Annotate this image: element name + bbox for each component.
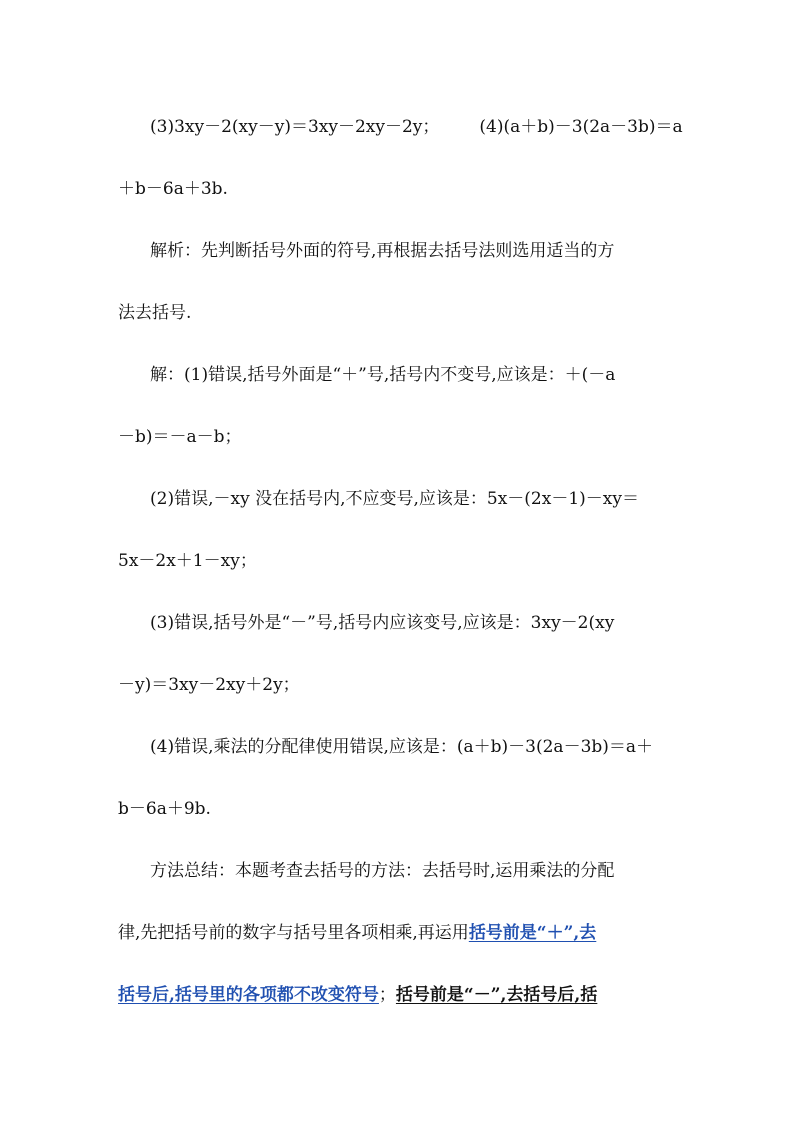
line-1	[0, 113, 794, 141]
summary-text: 律,先把括号前的数字与括号里各项相乘,再运用	[118, 923, 469, 943]
problem-4: (4)(a＋b)－3(2a－3b)＝a	[479, 117, 683, 137]
line-2: ＋b－6a＋3b.	[118, 179, 228, 199]
highlight-rule-plus-cont: 括号后,括号里的各项都不改变符号	[118, 985, 379, 1005]
analysis-line-2: 法去括号.	[118, 303, 192, 323]
solution-4-line-2: b－6a＋9b.	[118, 799, 211, 819]
solution-3-line-2: －y)＝3xy－2xy＋2y；	[118, 675, 300, 695]
separator: ；	[378, 985, 396, 1005]
summary-line-1: 方法总结：本题考查去括号的方法：去括号时,运用乘法的分配	[150, 861, 615, 881]
solution-1-line-2: －b)＝－a－b；	[118, 427, 242, 447]
summary-line-2	[0, 919, 794, 947]
solution-2-line-2: 5x－2x＋1－xy；	[118, 551, 257, 571]
solution-2-line-1: (2)错误,－xy 没在括号内,不应变号,应该是：5x－(2x－1)－xy＝	[150, 489, 639, 509]
solution-4-line-1: (4)错误,乘法的分配律使用错误,应该是：(a＋b)－3(2a－3b)＝a＋	[150, 737, 654, 757]
solution-1-line-1: 解：(1)错误,括号外面是“＋”号,括号内不变号,应该是：＋(－a	[150, 365, 616, 385]
analysis-line-1: 解析：先判断括号外面的符号,再根据去括号法则选用适当的方	[150, 241, 615, 261]
solution-3-line-1: (3)错误,括号外是“－”号,括号内应该变号,应该是：3xy－2(xy	[150, 613, 615, 633]
summary-line-3	[0, 981, 794, 1009]
highlight-rule-plus: 括号前是“＋”,去	[468, 923, 597, 943]
highlight-rule-minus: 括号前是“－”,去括号后,括	[395, 985, 598, 1005]
problem-3: (3)3xy－2(xy－y)＝3xy－2xy－2y；	[150, 117, 440, 137]
